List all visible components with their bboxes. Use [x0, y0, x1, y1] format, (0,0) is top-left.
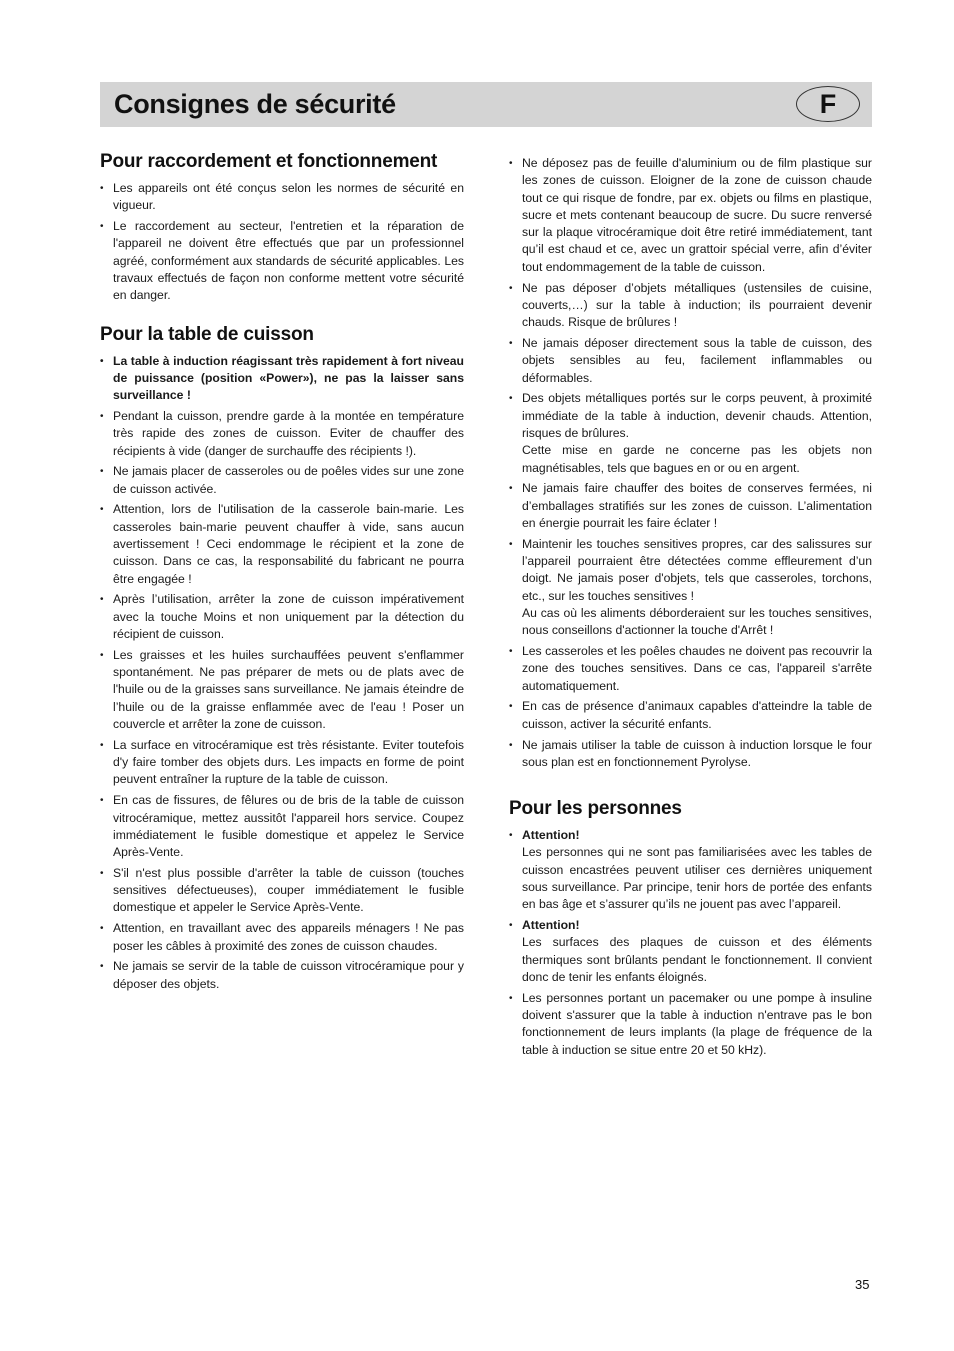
list-item — [509, 990, 872, 1059]
bullet-list — [100, 353, 464, 993]
item-paragraph: • Des objets métalliques portés sur le corps peuvent, à proximité immédiate de la table à induction, devenir chauds. Attention, risques de brûlures. — [522, 391, 872, 440]
list-item — [509, 390, 872, 476]
list-item — [509, 827, 872, 913]
list-item: • Ne jamais se servir de la table de cuisson vitrocéramique pour y déposer des objets. — [100, 958, 464, 993]
list-item: • Ne pas déposer d’objets métalliques (ustensiles de cuisine, couverts,…) sur la table à induction; ils pourraient devenir chauds. Risque de brûlures ! — [509, 280, 872, 332]
section-table-cuisson — [100, 323, 464, 993]
list-item: • Ne déposez pas de feuille d'aluminium ou de film plastique sur les zones de cuisson. Eloigner de la zone de cuisson chaude tout ce qui risque de fondre, par ex. objets ou films en plastique, sucre et mets contenant beaucoup de sucre. Du sucre renversé sur la plaque vitrocéramique doit être retiré immédiatement, tant qu’il est chaud et ce, avec un grattoir spécial verre, afin d’éviter tout endommagement de la table de cuisson. — [509, 155, 872, 276]
item-paragraph: Les personnes qui ne sont pas familiarisées avec les tables de cuisson encastrées peuvent utiliser ces dernières uniquement sous surveillance. Par principe, tenir hors de portée des enfants en bas âge et s’assurer qu’ils ne jouent pas avec l’appareil. — [522, 845, 872, 912]
bullet-list — [100, 180, 464, 305]
list-item: • En cas de présence d’animaux capables d'atteindre la table de cuisson, activer la sécurité enfants. — [509, 698, 872, 733]
list-item: • Ne jamais déposer directement sous la table de cuisson, des objets sensibles au feu, facilement inflammables ou déformables. — [509, 335, 872, 387]
item-paragraph: Les surfaces des plaques de cuisson et des éléments thermiques sont brûlants pendant le fonctionnement. Il convient donc de tenir les enfants éloignés. — [522, 935, 872, 984]
section-table-cuisson-continued — [509, 155, 872, 771]
section-raccordement — [100, 150, 464, 305]
item-paragraph: • Les personnes portant un pacemaker ou une pompe à insuline doivent s'assurer que la table à induction n'entrave pas le bon fonctionnement de leurs implants (la plage de fréquence de la table à induction se situe entre 20 et 50 kHz). — [522, 990, 872, 1057]
bullet-list — [509, 155, 872, 771]
list-item: • En cas de fissures, de fêlures ou de bris de la table de cuisson vitrocéramique, mettez aussitôt l'appareil hors service. Coupez immédiatement le fusible domestique et appelez le Service Après-Vente. — [100, 792, 464, 861]
attention-label: • Attention! — [522, 828, 580, 843]
list-item: • Attention, en travaillant avec des appareils ménagers ! Ne pas poser les câbles à proximité des zones de cuisson chaudes. — [100, 920, 464, 955]
page-title: Consignes de sécurité — [114, 89, 396, 119]
section-heading: Pour les personnes — [509, 798, 682, 820]
bullet-list — [509, 827, 872, 1059]
item-paragraph: Au cas où les aliments déborderaient sur les touches sensitives, nous conseillons d'actionner la touche d'Arrêt ! — [522, 605, 872, 638]
list-item — [509, 536, 872, 640]
left-column — [100, 150, 464, 1011]
language-badge: F — [796, 86, 860, 122]
list-item: • La table à induction réagissant très rapidement à fort niveau de puissance (position «Power»), ne pas la laisser sans surveillance ! — [100, 353, 464, 405]
list-item: • Ne jamais utiliser la table de cuisson à induction lorsque le four sous plan est en fonctionnement Pyrolyse. — [509, 737, 872, 772]
attention-label: • Attention! — [522, 918, 580, 933]
list-item: • Ne jamais faire chauffer des boites de conserves fermées, ni d’emballages stratifiés sur les zones de cuisson. L’alimentation en énergie pourrait les faire éclater ! — [509, 480, 872, 532]
item-paragraph: • Maintenir les touches sensitives propres, car des salissures sur l’appareil pourraient être détectées comme effleurement d’un doigt. Ne jamais poser d'objets, tels que casseroles, torchons, etc., sur les touches sensitives ! — [522, 536, 872, 603]
list-item: • La surface en vitrocéramique est très résistante. Eviter toutefois d'y faire tomber des objets durs. Les impacts en forme de point peuvent entraîner la rupture de la table de cuisson. — [100, 737, 464, 789]
right-column — [509, 155, 872, 1077]
list-item: • Les appareils ont été conçus selon les normes de sécurité en vigueur. — [100, 180, 464, 215]
section-heading: Pour raccordement et fonctionnement — [100, 151, 438, 172]
section-personnes — [509, 797, 872, 1059]
list-item: • Attention, lors de l'utilisation de la casserole bain-marie. Les casseroles bain-marie peuvent chauffer à vide, sans aucun avertissement ! Ceci endommage le récipient et la zone de cuisson. Dans ce cas, la responsabilité du fabricant ne pourra être engagée ! — [100, 501, 464, 587]
list-item: • Ne jamais placer de casseroles ou de poêles vides sur une zone de cuisson activée. — [100, 463, 464, 498]
page-header-bar — [100, 82, 872, 127]
list-item: • Les casseroles et les poêles chaudes ne doivent pas recouvrir la zone des touches sensitives. Dans ce cas, l'appareil s'arrête automatiquement. — [509, 643, 872, 695]
list-item: • S'il n'est plus possible d'arrêter la table de cuisson (touches sensitives défectueuses), couper immédiatement le fusible domestique et appeler le Service Après-Vente. — [100, 865, 464, 917]
list-item: • Après l’utilisation, arrêter la zone de cuisson impérativement avec la touche Moins et non uniquement par la détection du récipient de cuisson. — [100, 591, 464, 643]
list-item: • Les graisses et les huiles surchauffées peuvent s'enflammer spontanément. Ne pas préparer de mets ou de plats avec de l'huile ou de la graisses sans surveillance. Ne jamais éteindre de l’huile ou de la graisse enflammée avec de l'eau ! Poser un couvercle et arrêter la zone de cuisson. — [100, 647, 464, 733]
list-item — [509, 917, 872, 986]
list-item: • Le raccordement au secteur, l'entretien et la réparation de l'appareil ne doivent être effectués que par un professionnel agréé, conformément aux standards de sécurité applicables. Les travaux effectués de façon non conforme mettent votre sécurité en danger. — [100, 218, 464, 304]
item-paragraph: Cette mise en garde ne concerne pas les objets non magnétisables, tels que bagues en or ou en argent. — [522, 443, 872, 475]
list-item: • Pendant la cuisson, prendre garde à la montée en température très rapide des zones de cuisson. Eviter de chauffer des récipients à vide (danger de surchauffe des récipients !). — [100, 408, 464, 460]
page-number: 35 — [855, 1277, 870, 1292]
section-heading: Pour la table de cuisson — [100, 323, 314, 345]
